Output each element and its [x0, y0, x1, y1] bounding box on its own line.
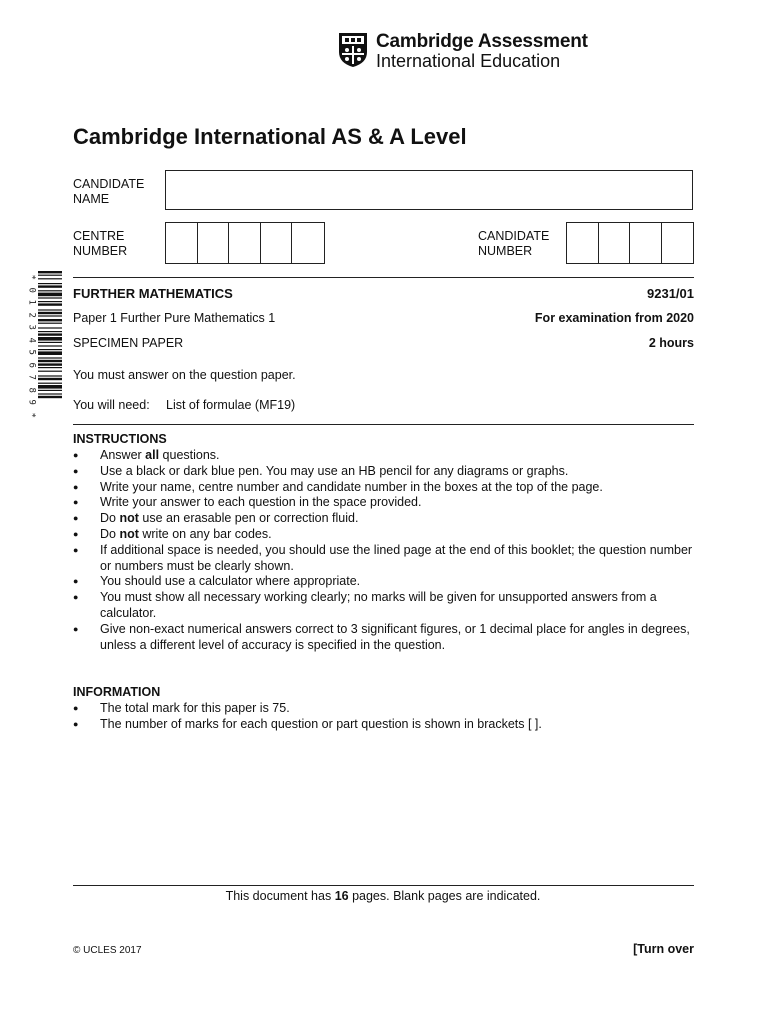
logo-line-2: International Education [376, 51, 561, 71]
candidate-name-label: CANDIDATE NAME [73, 177, 145, 206]
instruction-text: Write your name, centre number and candidate number in the boxes at the top of the page. [100, 479, 603, 494]
paper-name: Paper 1 Further Pure Mathematics 1 [73, 311, 276, 325]
barcode-character: 4 [26, 337, 37, 343]
bullet-icon: ● [73, 544, 79, 555]
candidate-number-digit-box[interactable] [630, 223, 662, 263]
information-item [73, 717, 693, 733]
divider [73, 424, 694, 425]
bullet-icon: ● [73, 703, 79, 713]
barcode-character: 1 [26, 299, 37, 305]
instruction-item [73, 622, 693, 654]
instruction-emphasis: not [119, 511, 139, 526]
barcode-character: 2 [26, 312, 37, 318]
barcode-bar [38, 290, 62, 291]
logo-line-1: Cambridge Assessment [376, 31, 588, 52]
instruction-text: Give non-exact numerical answers correct to 3 significant figures, or 1 decimal place for angles in degrees, unless a different level of accuracy is specified in the question. [100, 621, 690, 652]
barcode-bar [38, 385, 62, 389]
candidate-number-digit-box[interactable] [662, 223, 693, 263]
you-will-need-label: You will need: [73, 398, 150, 412]
centre-number-digit-box[interactable] [166, 223, 198, 263]
barcode-character: 0 [26, 287, 37, 293]
instruction-emphasis: all [145, 448, 160, 462]
instruction-text: Do [100, 511, 120, 526]
barcode-bar [38, 345, 62, 346]
bullet-icon: ● [73, 592, 79, 603]
barcode [38, 271, 62, 399]
barcode-bar [38, 271, 62, 273]
barcode-bar [38, 323, 62, 324]
copyright: © UCLES 2017 [73, 945, 142, 956]
cambridge-logo [338, 31, 588, 71]
barcode-bar [38, 367, 62, 368]
barcode-bar [38, 312, 62, 314]
barcode-bar [38, 283, 62, 284]
cambridge-crest-icon [338, 32, 368, 68]
instructions-heading: INSTRUCTIONS [73, 432, 167, 446]
information-list [73, 701, 693, 733]
instruction-text: You should use a calculator where appropriate. [100, 574, 361, 589]
barcode-bar [38, 357, 62, 358]
bullet-icon: ● [73, 718, 79, 729]
barcode-bar [38, 383, 62, 384]
information-text: The number of marks for each question or part question is shown in brackets [ ]. [100, 716, 542, 731]
bullet-icon: ● [73, 513, 79, 524]
information-heading: INFORMATION [73, 685, 161, 699]
barcode-character: 3 [26, 324, 37, 330]
barcode-bar [38, 342, 62, 343]
instruction-item [73, 464, 693, 480]
instruction-text: Do [100, 526, 120, 541]
you-will-need-value: List of formulae (MF19) [166, 398, 296, 412]
barcode-bar [38, 396, 62, 398]
instruction-emphasis: not [119, 526, 139, 541]
divider [73, 277, 694, 278]
barcode-bar [38, 393, 62, 394]
instruction-item [73, 511, 693, 527]
barcode-bar [38, 297, 62, 298]
barcode-character: 8 [26, 387, 37, 393]
barcode-bar [38, 303, 62, 305]
information-item [73, 701, 693, 717]
instruction-item [73, 543, 693, 575]
centre-number-digit-box[interactable] [198, 223, 230, 263]
barcode-bar [38, 275, 62, 276]
barcode-bar [38, 390, 62, 391]
subject-title: FURTHER MATHEMATICS [73, 286, 233, 301]
page-title: Cambridge International AS & A Level [73, 124, 467, 149]
barcode-bar [38, 293, 62, 297]
barcode-bar [38, 327, 62, 328]
barcode-bar [38, 315, 62, 316]
duration: 2 hours [648, 336, 694, 350]
barcode-bar [38, 319, 62, 321]
instruction-text: You must show all necessary working clearly; no marks will be given for unsupported answers from a calculator. [100, 590, 657, 620]
candidate-number-digit-box[interactable] [567, 223, 599, 263]
barcode-character: * [26, 412, 37, 418]
barcode-bar [38, 278, 62, 279]
bullet-icon: ● [73, 623, 79, 634]
barcode-bar [38, 363, 62, 365]
bullet-icon: ● [73, 576, 79, 587]
candidate-number-label: CANDIDATE NUMBER [478, 229, 550, 258]
instructions-list [73, 448, 693, 653]
barcode-bar [38, 378, 62, 380]
instruction-item [73, 574, 693, 590]
barcode-text [26, 271, 36, 421]
instruction-text: Write your answer to each question in the space provided. [100, 495, 422, 510]
barcode-bar [38, 337, 62, 341]
centre-number-digit-box[interactable] [292, 223, 324, 263]
centre-number-digit-box[interactable] [261, 223, 293, 263]
barcode-character: 6 [26, 362, 37, 368]
turn-over: [Turn over [633, 942, 694, 956]
instruction-text: Use a black or dark blue pen. You may use an HB pencil for any diagrams or graphs. [100, 463, 569, 478]
instruction-text: write on any bar codes. [138, 526, 272, 541]
barcode-bar [38, 351, 62, 355]
bullet-icon: ● [73, 465, 79, 476]
candidate-number-field[interactable] [566, 222, 694, 264]
barcode-bar [38, 309, 62, 310]
barcode-bar [38, 375, 62, 376]
barcode-bar [38, 371, 62, 372]
barcode-bar [38, 285, 62, 287]
candidate-number-digit-box[interactable] [599, 223, 631, 263]
information-text: The total mark for this paper is 75. [100, 701, 290, 715]
centre-number-label: CENTRE NUMBER [73, 229, 128, 258]
bullet-icon: ● [73, 528, 79, 539]
instruction-text: use an erasable pen or correction fluid. [138, 511, 359, 526]
exam-from: For examination from 2020 [534, 311, 694, 325]
centre-number-digit-box[interactable] [229, 223, 261, 263]
instruction-item [73, 448, 693, 464]
divider [73, 885, 694, 886]
barcode-character: 5 [26, 349, 37, 355]
instruction-item [73, 495, 693, 511]
barcode-bar [38, 349, 62, 350]
answer-note: You must answer on the question paper. [73, 368, 296, 382]
barcode-character: 9 [26, 399, 37, 405]
barcode-character: * [26, 274, 37, 280]
paper-code: 9231/01 [647, 286, 694, 301]
barcode-character: 7 [26, 374, 37, 380]
barcode-bar [38, 301, 62, 302]
centre-number-field[interactable] [165, 222, 325, 264]
bullet-icon: ● [73, 497, 79, 508]
instruction-text: If additional space is needed, you should use the lined page at the end of this booklet; the question number or numbers must be clearly shown. [100, 542, 693, 573]
bullet-icon: ● [73, 450, 79, 460]
specimen-label: SPECIMEN PAPER [73, 336, 184, 350]
instruction-item [73, 527, 693, 543]
candidate-name-field[interactable] [165, 170, 693, 210]
instruction-item [73, 590, 693, 622]
barcode-bar [38, 360, 62, 362]
page-count-note: This document has 16 pages. Blank pages are indicated. [225, 889, 541, 903]
bullet-icon: ● [73, 481, 79, 492]
instruction-text: questions. [159, 448, 220, 462]
instruction-item [73, 480, 693, 496]
instruction-text: Answer [100, 448, 146, 462]
barcode-bar [38, 333, 62, 335]
barcode-bar [38, 331, 62, 332]
